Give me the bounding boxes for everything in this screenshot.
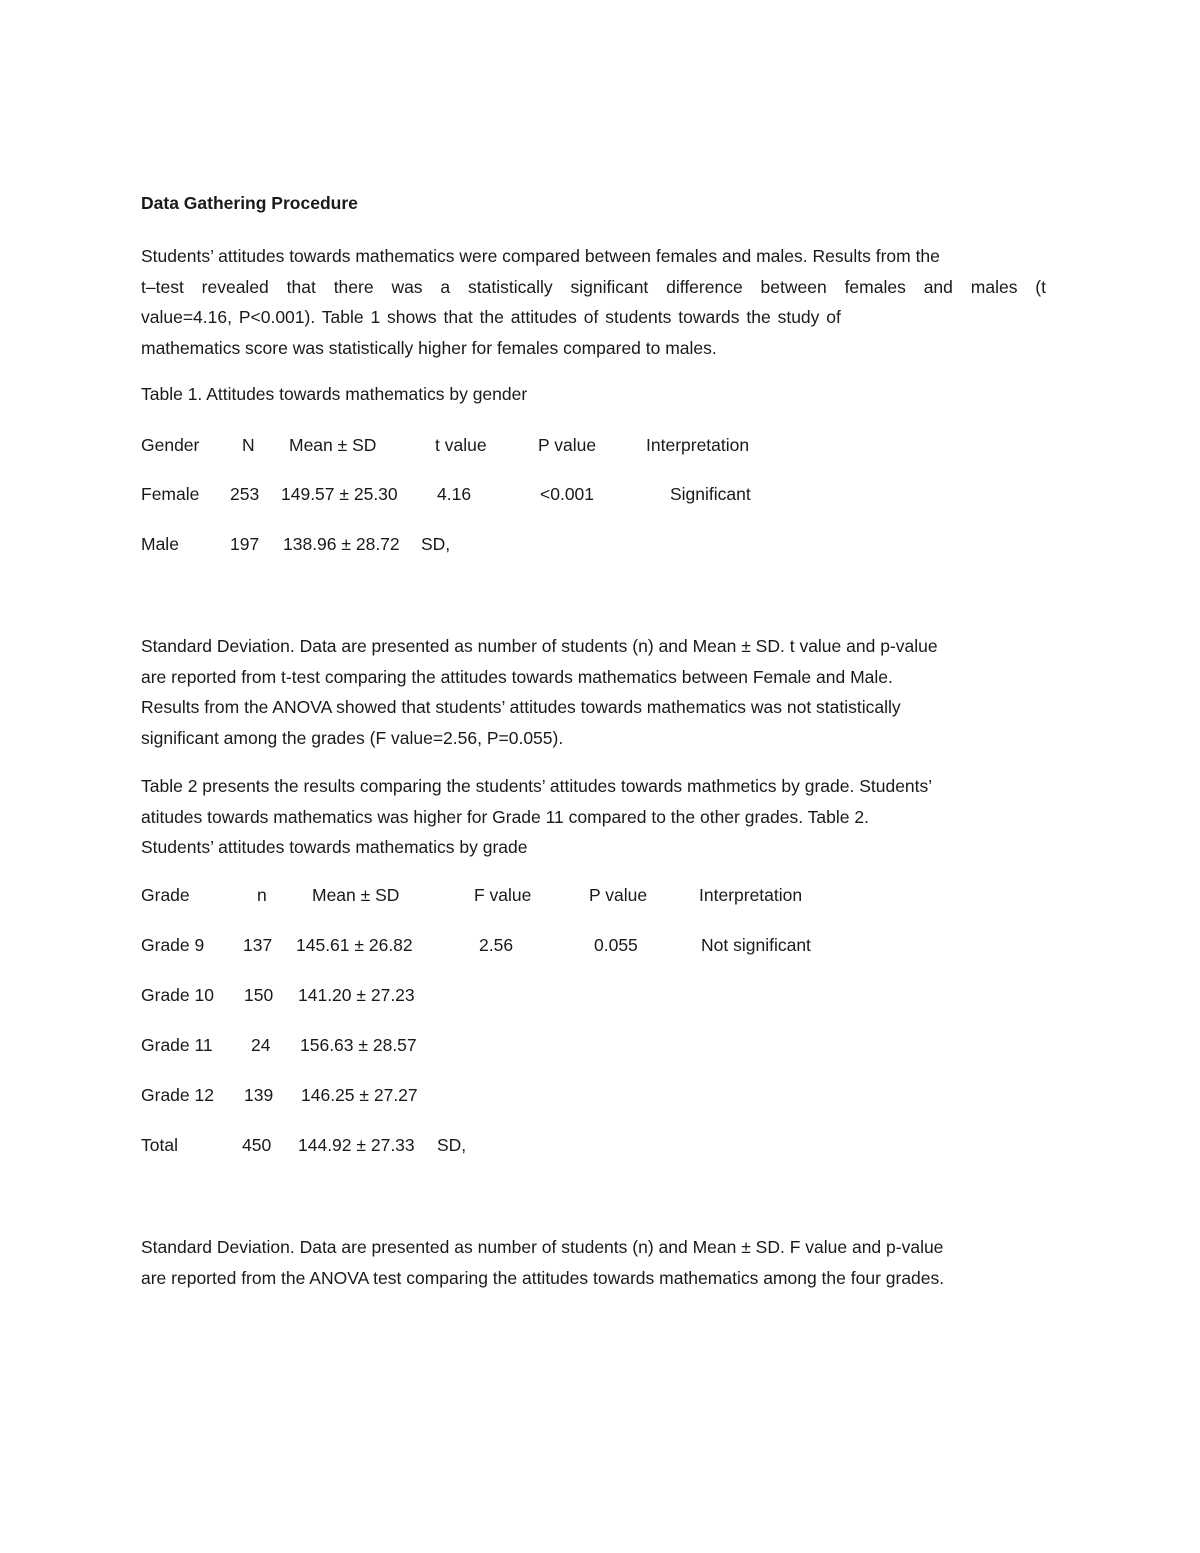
table-cell: Significant	[670, 484, 751, 504]
table-cell: Grade 9	[141, 935, 205, 955]
table-cell: 253	[230, 484, 260, 504]
table-cell: 146.25 ± 27.27	[301, 1085, 418, 1105]
paragraph-line: are reported from t-test comparing the attitudes towards mathematics between Female and Male.	[141, 666, 893, 687]
table2-header-cell: F value	[474, 885, 532, 905]
table2-header-cell: Mean ± SD	[312, 885, 400, 905]
paragraph-line: t–test revealed that there was a statistically significant difference between females and males (t	[141, 276, 1046, 297]
table-cell: SD,	[421, 534, 451, 554]
paragraph-line: mathematics score was statistically higher for females compared to males.	[141, 337, 717, 358]
table-cell: Male	[141, 534, 179, 554]
table-cell: Grade 12	[141, 1085, 214, 1105]
table2-header-cell: n	[257, 885, 267, 905]
table-cell: SD,	[437, 1135, 467, 1155]
table-cell: 197	[230, 534, 260, 554]
paragraph-line: Students’ attitudes towards mathematics were compared between females and males. Results from the	[141, 246, 940, 266]
table-cell: Female	[141, 484, 200, 504]
table-cell: 0.055	[594, 935, 638, 955]
table-cell: 137	[243, 935, 273, 955]
table-cell: 4.16	[437, 484, 472, 504]
paragraph-line: atitudes towards mathematics was higher for Grade 11 compared to the other grades. Table 2.	[141, 806, 869, 827]
page-heading: Data Gathering Procedure	[141, 193, 358, 213]
table1-note-paragraph	[141, 631, 1046, 753]
paragraph-line: are reported from the ANOVA test comparing the attitudes towards mathematics among the four grades.	[141, 1267, 945, 1288]
paragraph-line: Results from the ANOVA showed that students’ attitudes towards mathematics was not statistically	[141, 697, 901, 717]
paragraph-line: Students’ attitudes towards mathematics by grade	[141, 837, 528, 857]
table2-header-cell: P value	[589, 885, 648, 905]
table-cell: 156.63 ± 28.57	[300, 1035, 417, 1055]
table1-header-cell: Mean ± SD	[289, 435, 377, 455]
table2-header-cell: Interpretation	[699, 885, 803, 905]
table-cell: 139	[244, 1085, 274, 1105]
table-cell: <0.001	[540, 484, 595, 504]
table-cell: 141.20 ± 27.23	[298, 985, 415, 1005]
table-cell: Grade 10	[141, 985, 214, 1005]
table-cell: 450	[242, 1135, 272, 1155]
table-cell: Not significant	[701, 935, 811, 955]
paragraph-line: Standard Deviation. Data are presented as number of students (n) and Mean ± SD. F value and p-value	[141, 1237, 944, 1257]
table-cell: 150	[244, 985, 274, 1005]
intro-paragraph	[141, 241, 1046, 363]
table1-header-cell: P value	[538, 435, 597, 455]
table-cell: 24	[251, 1035, 271, 1055]
table2-header-cell: Grade	[141, 885, 190, 905]
table2-note-paragraph	[141, 1232, 1071, 1293]
table-cell: Total	[141, 1135, 178, 1155]
table-cell: 149.57 ± 25.30	[281, 484, 398, 504]
paragraph-line: value=4.16, P<0.001). Table 1 shows that the attitudes of students towards the study of	[141, 307, 841, 327]
table-cell: 145.61 ± 26.82	[296, 935, 413, 955]
table1-caption: Table 1. Attitudes towards mathematics by gender	[141, 384, 528, 404]
paragraph-line: Standard Deviation. Data are presented as number of students (n) and Mean ± SD. t value and p-value	[141, 636, 938, 656]
table1-header-cell: Interpretation	[646, 435, 750, 455]
table-cell: 2.56	[479, 935, 514, 955]
table-cell: 138.96 ± 28.72	[283, 534, 400, 554]
table-cell: 144.92 ± 27.33	[298, 1135, 415, 1155]
paragraph-line: Table 2 presents the results comparing the students’ attitudes towards mathmetics by grade. Students’	[141, 776, 933, 796]
table2-intro-paragraph	[141, 771, 1046, 863]
table-cell: Grade 11	[141, 1035, 213, 1055]
table1-header-cell: t value	[435, 435, 487, 455]
table1-header-cell: N	[242, 435, 255, 455]
table1-header-cell: Gender	[141, 435, 200, 455]
paragraph-line: significant among the grades (F value=2.56, P=0.055).	[141, 727, 564, 748]
